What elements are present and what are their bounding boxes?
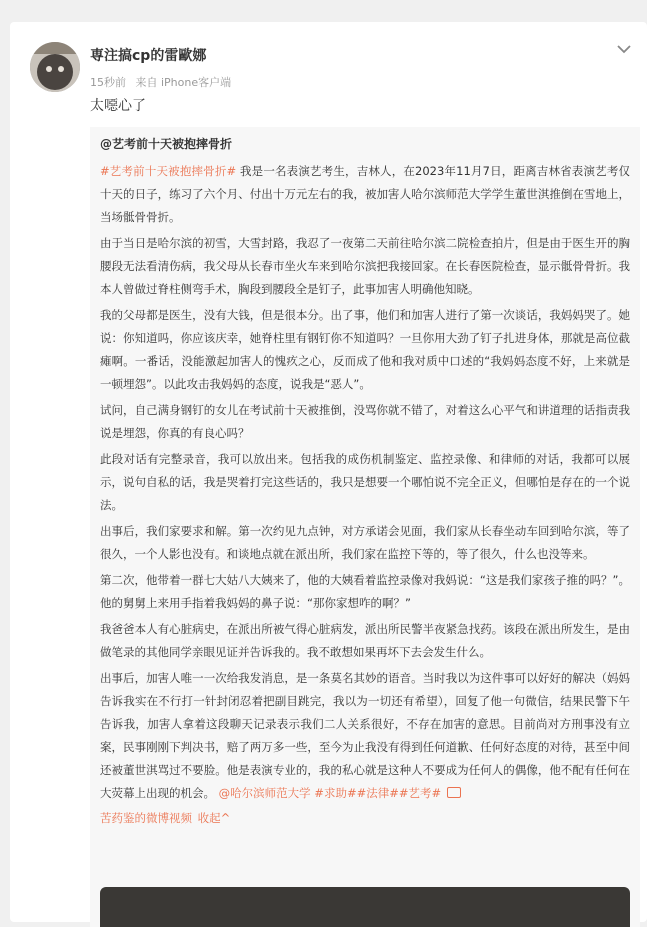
chevron-down-icon[interactable]	[615, 40, 633, 58]
post-text: 太噁心了	[90, 98, 146, 114]
repost-paragraph: 此段对话有完整录音，我可以放出来。包括我的成伤机制鉴定、监控录像、和律师的对话，我都可以展示，说句自私的话，我是哭着打完这些话的，我只是想要一个哪怕说不完全正义，但哪怕是存在的一个说法。	[100, 452, 630, 512]
post-time[interactable]: 15秒前	[90, 76, 126, 89]
video-link[interactable]: 苦药鉴的微博视频	[100, 811, 192, 825]
repost-container	[90, 127, 640, 927]
repost-paragraph: 试问，自己满身钢钉的女儿在考试前十天被推倒，没骂你就不错了，对着这么心平气和讲道理的话指责我说是埋怨，你真的有良心吗？	[100, 403, 630, 440]
repost-paragraph: 我爸爸本人有心脏病史，在派出所被气得心脏病发，派出所民警半夜紧急找药。该段在派出所发生，是由做笔录的其他同学亲眼见证并告诉我的。我不敢想如果再坏下去会发生什么。	[100, 622, 630, 659]
post-meta	[90, 74, 237, 90]
repost-footer	[100, 808, 630, 828]
weibo-card	[10, 22, 647, 922]
hashtag-link[interactable]: #艺考前十天被抱摔骨折#	[100, 164, 237, 178]
repost-author[interactable]: @艺考前十天被抱摔骨折	[100, 137, 233, 151]
video-thumbnail[interactable]	[100, 887, 630, 927]
collapse-button[interactable]: 收起^	[197, 811, 231, 825]
repost-paragraph: #艺考前十天被抱摔骨折# 我是一名表演艺考生，吉林人，在2023年11月7日，距离吉林省表演艺考仅十天的日子，练习了六个月、付出十万元左右的我，被加害人哈尔滨师范大学学生董世淇推倒在雪地上，当场骶骨骨折。	[100, 164, 630, 224]
video-icon[interactable]	[447, 787, 461, 798]
author-name[interactable]: 専注搞cp的雷歐娜	[90, 48, 207, 64]
repost-paragraph: 出事后，我们家要求和解。第一次约见九点钟，对方承诺会见面，我们家从长春坐动车回到哈尔滨，等了很久，一个人影也没有。和谈地点就在派出所，我们家在监控下等的，等了很久，什么也没等来。	[100, 524, 630, 561]
post-source: 来自 iPhone客户端	[135, 76, 232, 89]
repost-paragraph: 由于当日是哈尔滨的初雪，大雪封路，我忍了一夜第二天前往哈尔滨二院检查拍片，但是由于医生开的胸腰段无法看清伤病，我父母从长春市坐火车来到哈尔滨把我接回家。在长春医院检查，显示骶骨骨折。我本人曾做过脊柱侧弯手术，胸段到腰段全是钉子，此事加害人明确他知晓。	[100, 236, 630, 296]
repost-paragraph: 第二次，他带着一群七大姑八大姨来了，他的大姨看着监控录像对我妈说：“这是我们家孩子推的吗？”。他的舅舅上来用手指着我妈妈的鼻子说：“那你家想咋的啊？”	[100, 573, 630, 610]
avatar[interactable]	[30, 42, 80, 92]
repost-paragraph: 出事后，加害人唯一一次给我发消息，是一条莫名其妙的语音。当时我以为这件事可以好好的解决（妈妈告诉我实在不行打一针封闭忍着把副目跳完，我以为一切还有希望），回复了他一句微信，结果民警下午告诉我，加害人拿着这段聊天记录表示我们二人关系很好，不存在加害的意思。目前尚对方刑事没有立案，民事刚刚下判决书，赔了两万多一些，至今为止我没有得到任何道歉、任何好态度的对待，甚至中间还被董世淇骂过不要脸。他是表演专业的，我的私心就是这种人不要成为任何人的偶像，他不配有任何在大荧幕上出现的机会。 @哈尔滨师范大学 #求助##法律##艺考#	[100, 671, 630, 800]
tail-links[interactable]: @哈尔滨师范大学 #求助##法律##艺考#	[218, 786, 442, 800]
repost-paragraph: 我的父母都是医生，没有大钱，但是很本分。出了事，他们和加害人进行了第一次谈话，我妈妈哭了。她说：你知道吗，你应该庆幸，她脊柱里有钢钉你不知道吗？一旦你用大劲了钉子扎进身体，那就是高位截瘫啊。一番话，没能激起加害人的愧疚之心，反而成了他和我对质中口述的“我妈妈态度不好，上来就是一顿埋怨”。以此攻击我妈妈的态度，说我是“恶人”。	[100, 308, 630, 391]
